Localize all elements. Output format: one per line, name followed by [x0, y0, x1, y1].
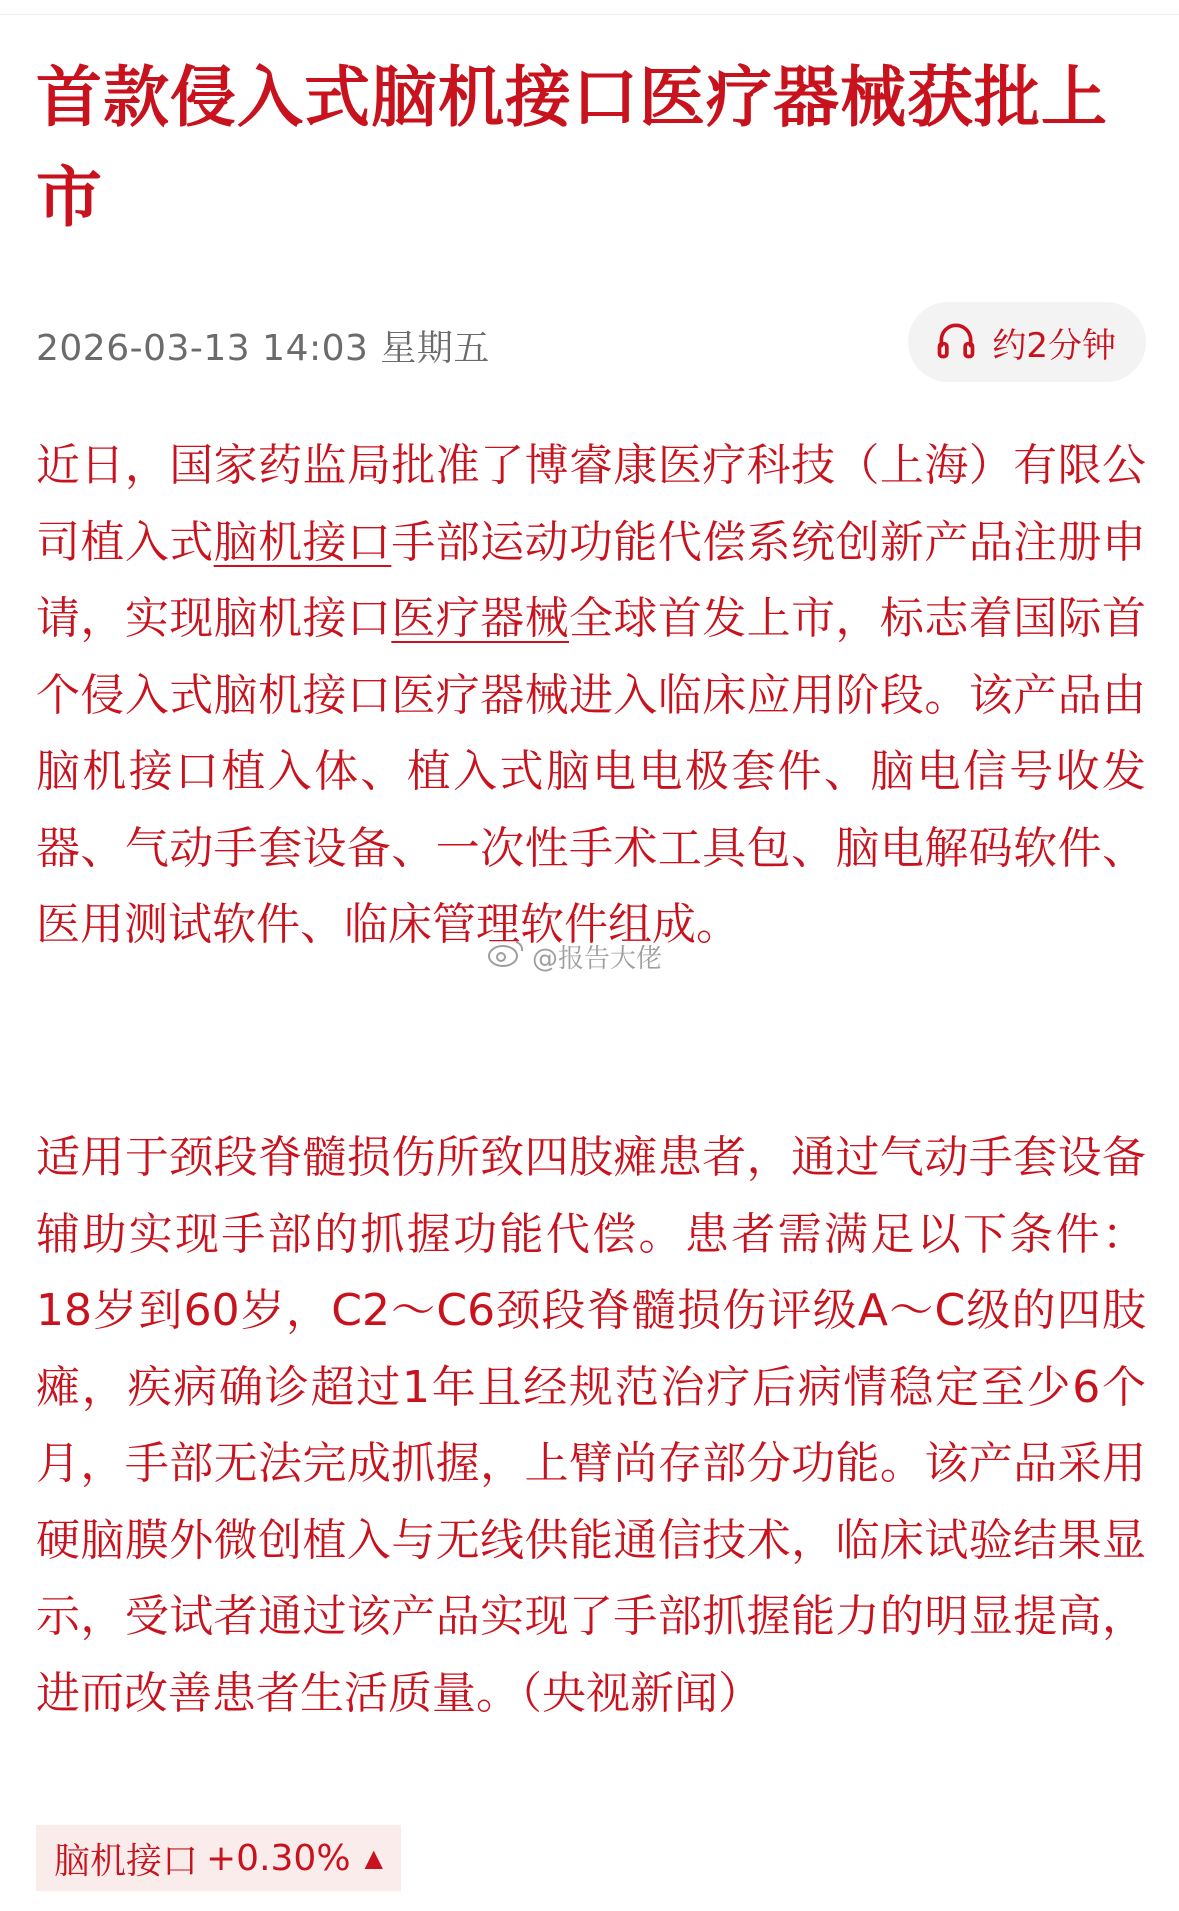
link-brain-computer-interface[interactable]: 脑机接口 — [213, 516, 392, 568]
watermark-text: @报告大佬 — [532, 944, 663, 974]
article-meta — [36, 302, 1146, 382]
publish-date: 2026-03-13 14:03 星期五 — [36, 328, 490, 369]
article-paragraph-2: 适用于颈段脊髓损伤所致四肢瘫患者，通过气动手套设备辅助实现手部的抓握功能代偿。患者需满足以下条件：18岁到60岁，C2～C6颈段脊髓损伤评级A～C级的四肢瘫，疾病确诊超过1年且经规范治疗后病情稳定至少6个月，手部无法完成抓握，上臂尚存部分功能。该产品采用硬脑膜外微创植入与无线供能通信技术，临床试验结果显示，受试者通过该产品实现了手部抓握能力的明显提高，进而改善患者生活质量。（央视新闻） — [36, 1132, 1146, 1719]
paragraph-text: 全球首发上市，标志着国际首个侵入式脑机接口医疗器械进入临床应用阶段。该产品由脑机接口植入体、植入式脑电电极套件、脑电信号收发器、气动手套设备、一次性手术工具包、脑电解码软件、医用测试软件、临床管理软件组成。 — [36, 593, 1147, 950]
watermark — [486, 938, 662, 975]
stock-tag[interactable] — [36, 1825, 401, 1891]
top-divider — [0, 14, 1179, 15]
article-paragraph-1 — [36, 428, 1146, 964]
article-title: 首款侵入式脑机接口医疗器械获批上市 — [36, 59, 1108, 236]
weibo-icon — [486, 938, 526, 975]
stock-name: 脑机接口 — [54, 1840, 199, 1882]
listen-button[interactable] — [908, 302, 1146, 382]
listen-duration: 约2分钟 — [992, 325, 1116, 366]
paragraph-text: 近日，国家药监局批准了博睿康医疗科技（上海）有限公司植入式 — [36, 440, 1146, 568]
up-arrow-icon: ▲ — [364, 1844, 384, 1872]
link-medical-devices[interactable]: 医疗器械 — [391, 593, 570, 644]
stock-change: +0.30% — [206, 1837, 351, 1879]
paragraph-text: 手部运动功能代偿系统创新产品注册申请，实现脑机接口 — [36, 516, 1147, 644]
headphones-icon — [934, 318, 978, 366]
